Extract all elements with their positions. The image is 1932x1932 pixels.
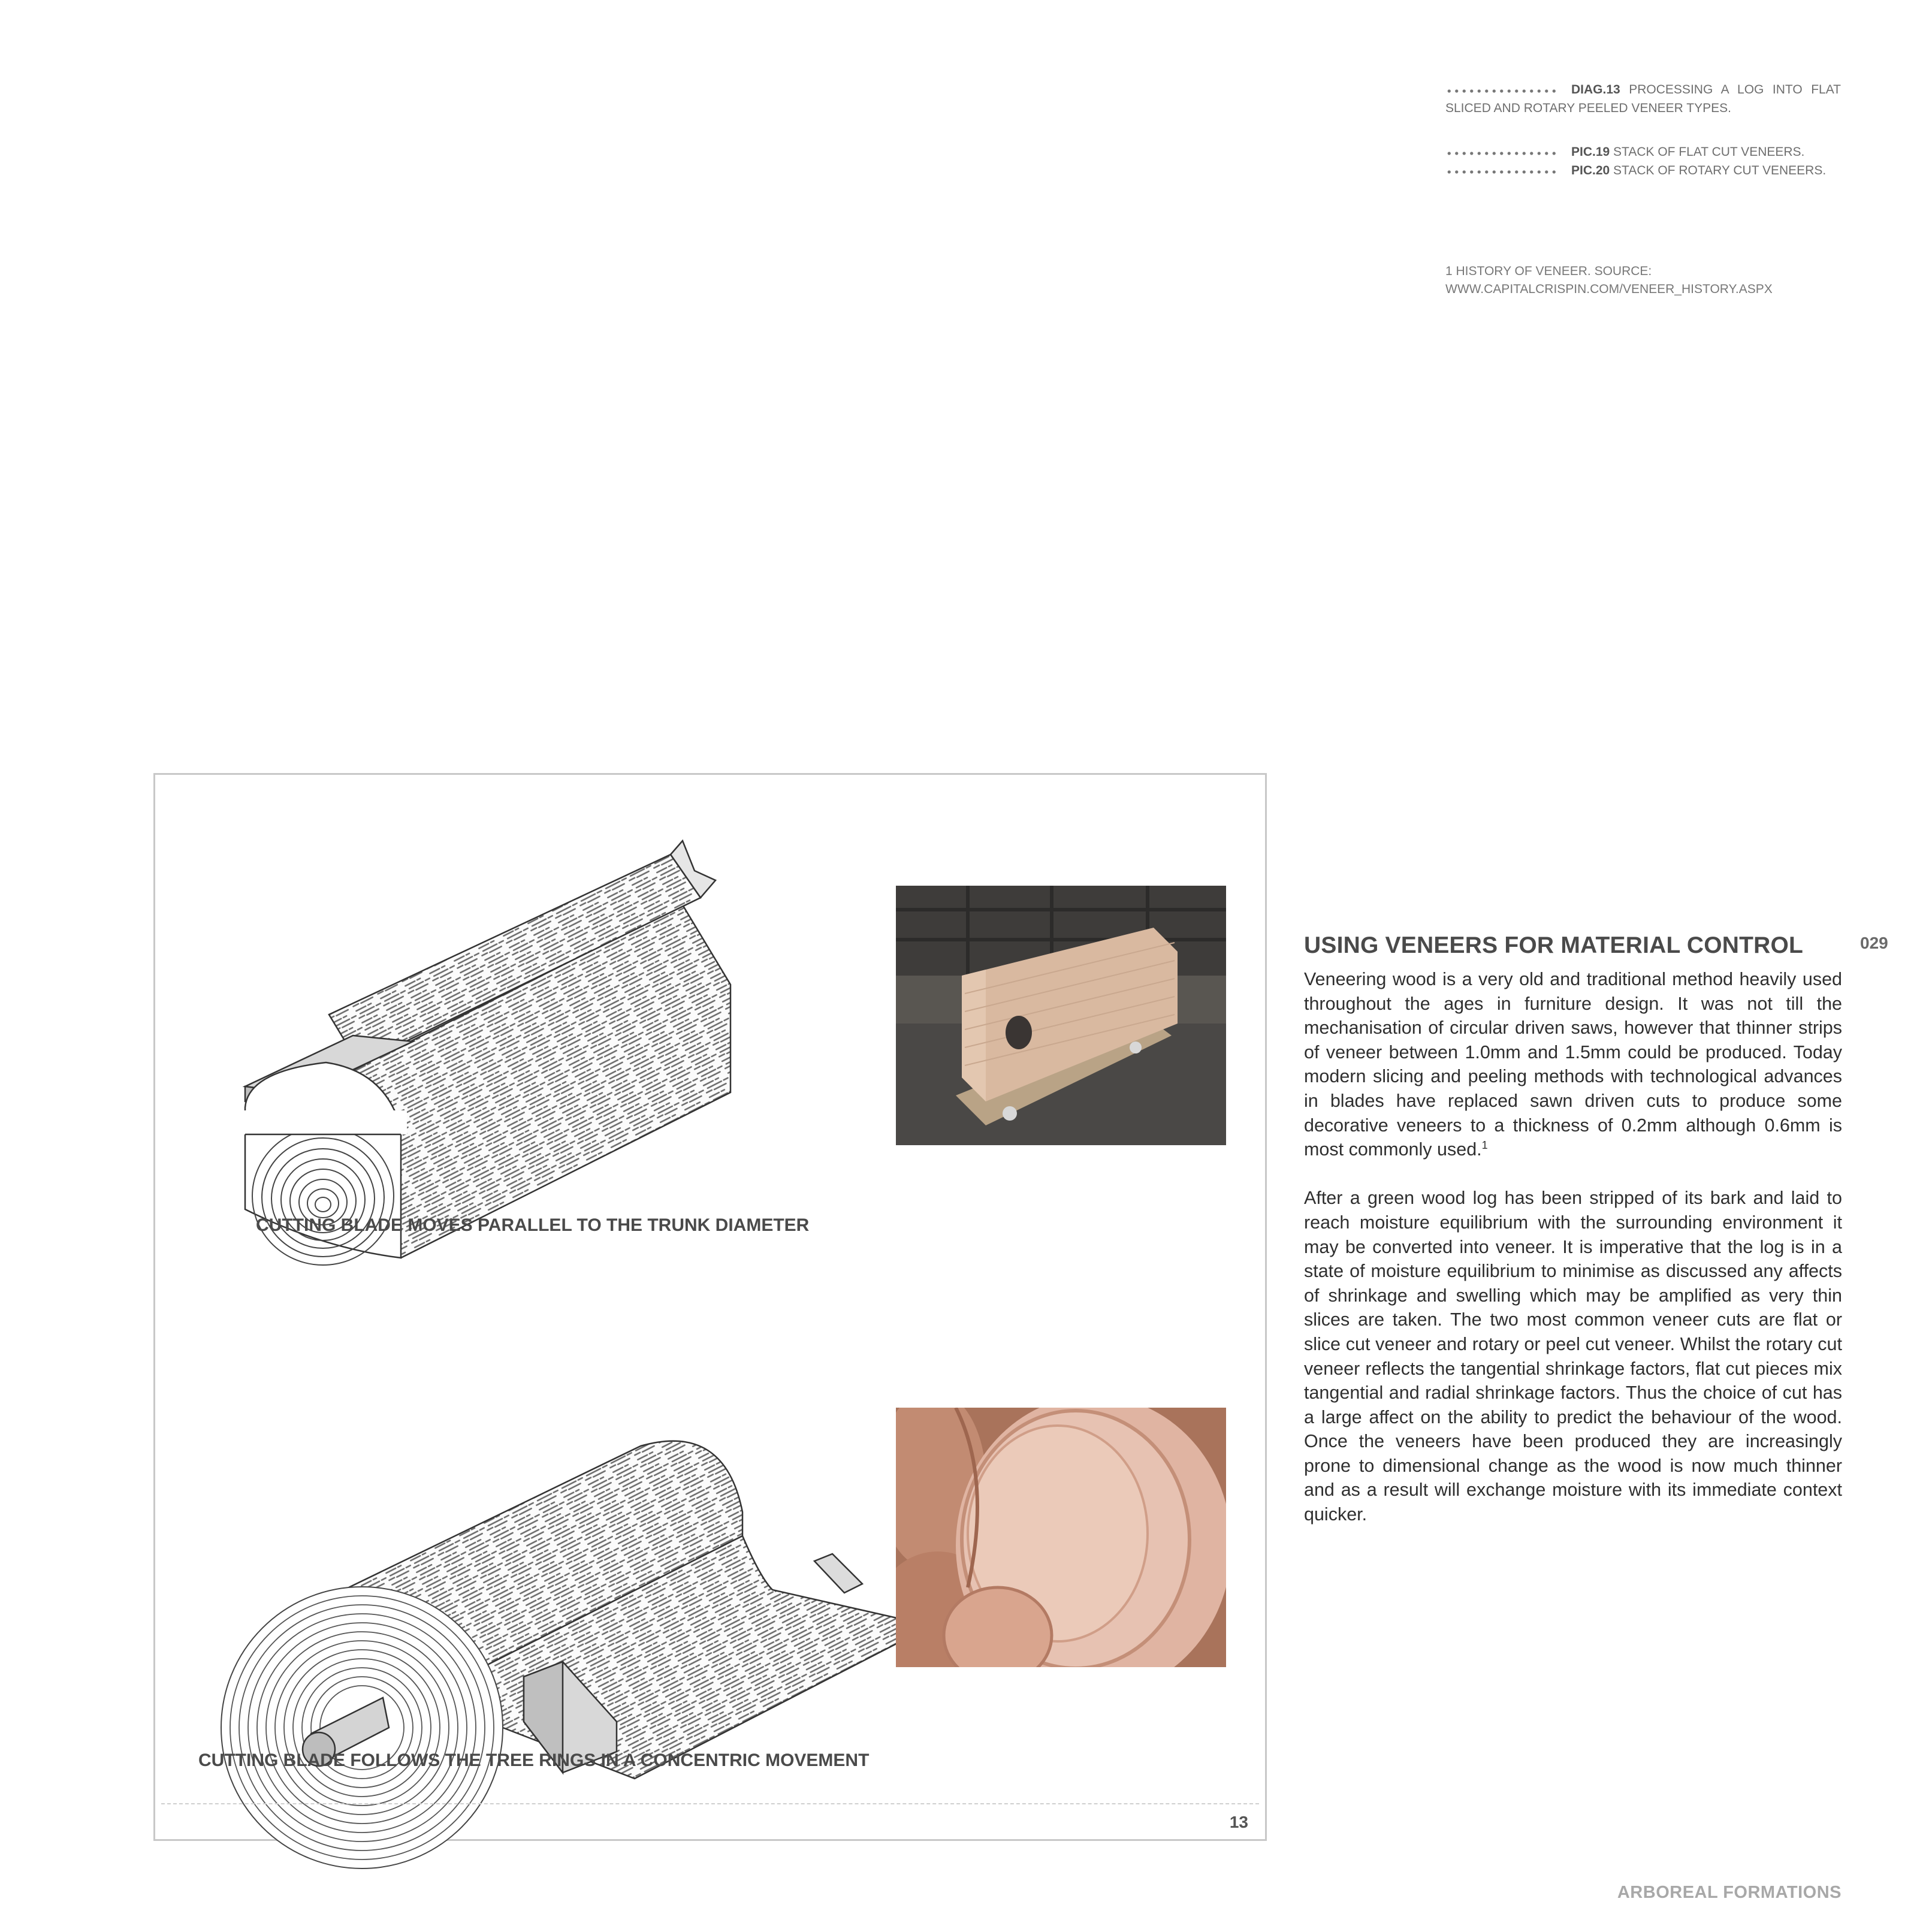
footer-title: ARBOREAL FORMATIONS [1617, 1883, 1842, 1902]
footnote-ref: 1 [1481, 1139, 1488, 1151]
footnote-line-2: WWW.CAPITALCRISPIN.COM/VENEER_HISTORY.ASPX [1445, 282, 1773, 296]
dotted-leader [1445, 170, 1558, 174]
figure-panel [153, 773, 1267, 1841]
rotary-peeled-log-diagram-icon [203, 1338, 952, 1877]
flat-sliced-log-diagram-icon [203, 835, 856, 1374]
caption-label: DIAG.13 [1571, 83, 1620, 96]
paragraph-2: After a green wood log has been stripped of its bark and laid to reach moisture equilibrium with the surrounding environment it may be converted into veneer. It is imperative that the log is in a state of moisture equilibrium to minimise as discussed any affects of shrinkage and swelling which may be amplified as very thin slices are taken. The two most common veneer cuts are flat or slice cut veneer and rotary or peel cut veneer. Whilst the rotary cut veneer reflects the tangential shrinkage factors, flat cut pieces mix tangential and radial shrinkage factors. Thus the choice of cut has a large affect on the ability to predict the behaviour of the wood. Once the veneers have been produced they are increasingly prone to dimensional change as the wood is now much thinner and as a result will exchange moisture with its immediate context quicker. [1304, 1188, 1842, 1525]
dotted-leader [1445, 151, 1558, 156]
footnote-line-1: 1 HISTORY OF VENEER. SOURCE: [1445, 264, 1652, 278]
body-text [1304, 967, 1842, 1527]
caption-text: STACK OF ROTARY CUT VENEERS. [1613, 164, 1827, 177]
panel-divider [161, 1803, 1259, 1804]
caption-pic20 [1445, 161, 1841, 180]
caption-diag13-continued: SLICED AND ROTARY PEELED VENEER TYPES. [1445, 101, 1731, 115]
section-title: USING VENEERS FOR MATERIAL CONTROL [1304, 932, 1804, 958]
panel-page-number: 13 [1229, 1813, 1248, 1831]
page-number: 029 [1860, 934, 1888, 952]
paragraph-1-text: Veneering wood is a very old and traditional method heavily used throughout the ages in furniture design. It was not till the mechanisation of circular driven saws, however that thinner strips of veneer between 1.0mm and 1.5mm could be produced. Today modern slicing and peeling methods with technological advances in blades have replaced sawn driven cuts to produce some decorative veneers to a thickness of 0.2mm although 0.6mm is most commonly used. [1304, 969, 1842, 1160]
footnote [1445, 262, 1841, 298]
caption-label: PIC.20 [1571, 164, 1610, 177]
dotted-leader [1445, 89, 1558, 93]
caption-group-pictures [1445, 143, 1841, 180]
flat-cut-caption: CUTTING BLADE MOVES PARALLEL TO THE TRUNK DIAMETER [256, 1215, 810, 1235]
caption-diag13 [1445, 80, 1841, 99]
caption-text: PROCESSING A LOG INTO FLAT [1629, 83, 1842, 96]
rotary-cut-veneer-stack-photo [896, 1408, 1226, 1667]
paragraph-1 [1304, 967, 1842, 1162]
flat-cut-veneer-stack-photo [896, 886, 1226, 1145]
caption-pic19 [1445, 143, 1841, 161]
figure-captions [1445, 80, 1841, 180]
caption-text: STACK OF FLAT CUT VENEERS. [1613, 145, 1805, 159]
rotary-cut-caption: CUTTING BLADE FOLLOWS THE TREE RINGS IN A CONCENTRIC MOVEMENT [198, 1750, 870, 1770]
caption-label: PIC.19 [1571, 145, 1610, 159]
